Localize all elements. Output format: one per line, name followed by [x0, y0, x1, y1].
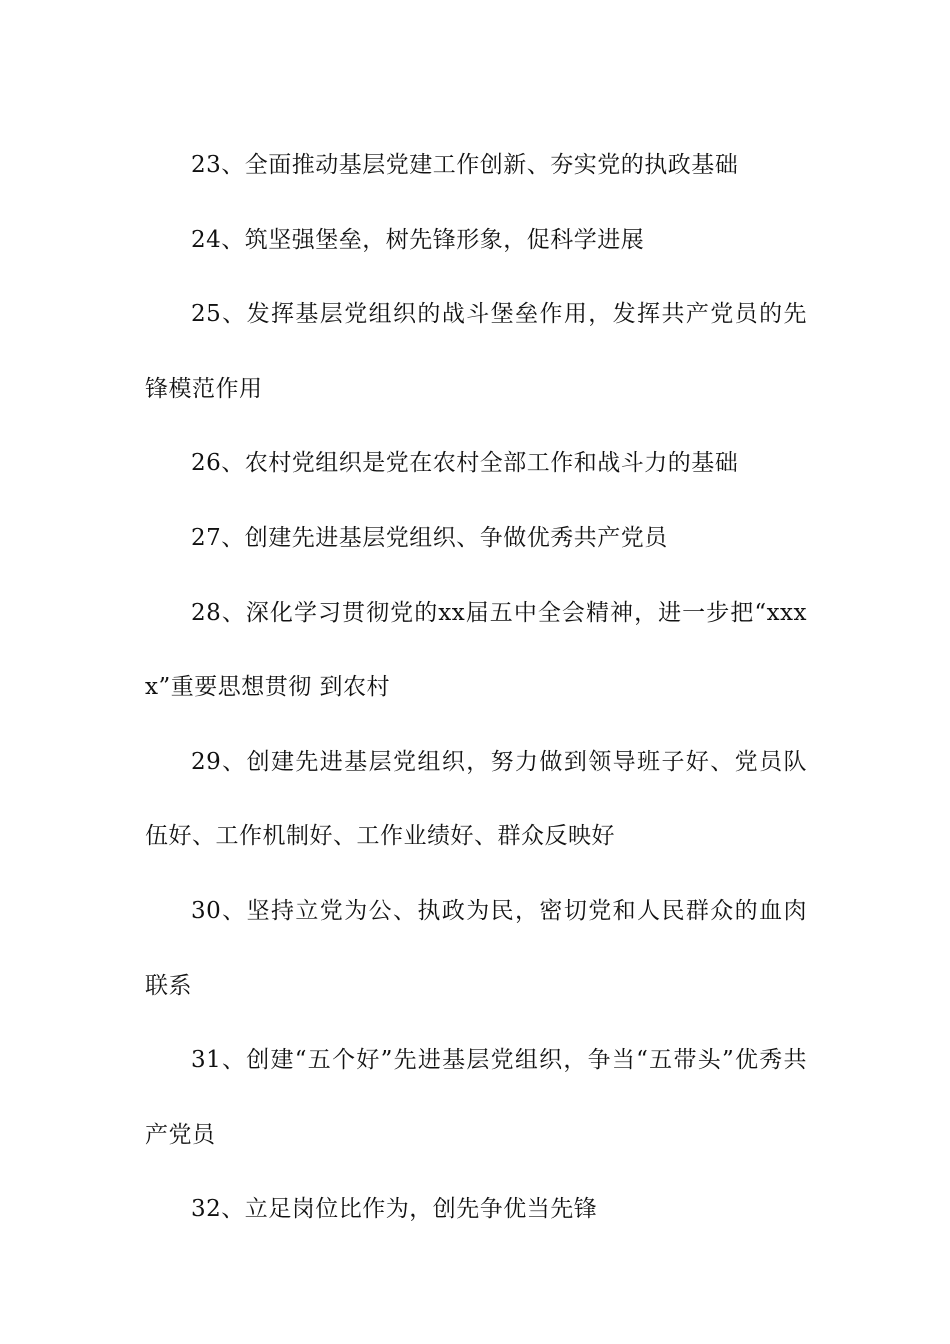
slogan-paragraph-31: 31、创建“五个好”先进基层党组织，争当“五带头”优秀共产党员	[145, 1047, 807, 1148]
document-body	[145, 128, 807, 1247]
slogan-paragraph-24: 24、筑坚强堡垒，树先锋形象，促科学进展	[191, 226, 645, 253]
slogan-paragraph-25: 25、发挥基层党组织的战斗堡垒作用，发挥共产党员的先锋模范作用	[145, 301, 807, 402]
slogan-paragraph-30: 30、坚持立党为公、执政为民，密切党和人民群众的血肉联系	[145, 897, 807, 999]
slogan-paragraph-26: 26、农村党组织是党在农村全部工作和战斗力的基础	[191, 450, 739, 477]
slogan-paragraph-27: 27、创建先进基层党组织、争做优秀共产党员	[191, 524, 668, 551]
slogan-paragraph-28: 28、深化学习贯彻党的xx届五中全会精神，进一步把“xxxx”重要思想贯彻 到农村	[145, 599, 807, 701]
slogan-paragraph-29: 29、创建先进基层党组织，努力做到领导班子好、党员队伍好、工作机制好、工作业绩好、群众反映好	[145, 748, 807, 850]
slogan-paragraph-23: 23、全面推动基层党建工作创新、夯实党的执政基础	[191, 152, 739, 178]
slogan-paragraph-32: 32、立足岗位比作为，创先争优当先锋	[191, 1196, 598, 1223]
